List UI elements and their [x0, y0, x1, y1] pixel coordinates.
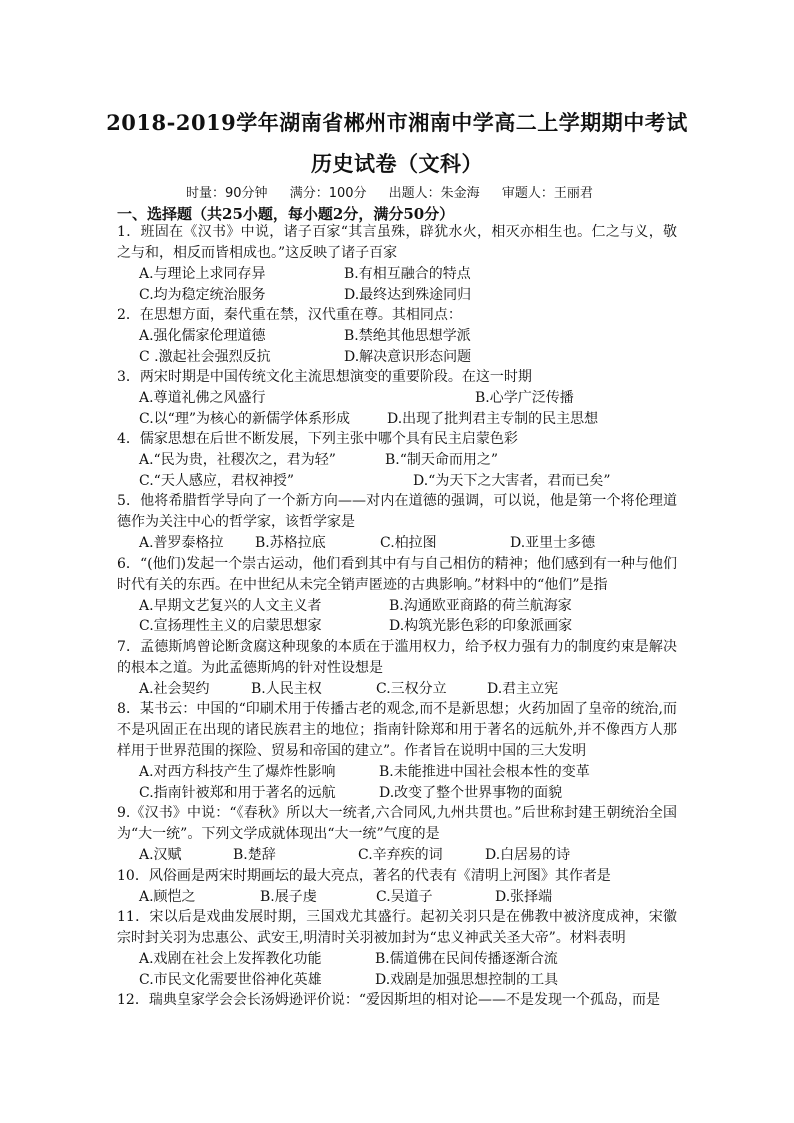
option-d: D.解决意识形态问题 — [344, 348, 472, 365]
question-text: 9.《汉书》中说：“《春秋》所以大一统者,六合同风,九州共贯也。”后世称封建王朝统治全国为“大一统”。下列文学成就体现出“大一统”气度的是 — [117, 805, 677, 842]
question-text: 3．两宋时期是中国传统文化主流思想演变的重要阶段。在这一时期 — [117, 369, 532, 385]
option-b: B.未能推进中国社会根本性的变革 — [379, 764, 590, 780]
option-row — [117, 949, 677, 970]
question-11 — [117, 907, 677, 990]
option-row — [117, 596, 677, 617]
option-d: D.戏剧是加强思想控制的工具 — [375, 971, 559, 988]
option-row — [117, 285, 677, 306]
option-b: B.沟通欧亚商路的荷兰航海家 — [389, 597, 572, 614]
option-a: A.普罗泰格拉 — [139, 535, 224, 551]
exam-meta — [186, 182, 611, 201]
option-a: A.与理论上求同存异 — [139, 266, 266, 282]
question-12 — [117, 990, 677, 1011]
option-c: C.辛弃疾的词 — [358, 847, 443, 863]
question-7 — [117, 637, 677, 700]
question-6 — [117, 554, 677, 637]
option-row — [117, 845, 677, 866]
option-row — [117, 970, 677, 991]
option-d: D.张择端 — [495, 888, 553, 905]
option-row — [117, 616, 677, 637]
option-d: D.改变了整个世界事物的面貌 — [379, 784, 563, 801]
option-b: B.苏格拉底 — [255, 535, 326, 551]
option-c: C.三权分立 — [376, 680, 447, 697]
option-b: B.有相互融合的特点 — [344, 266, 471, 282]
option-a: A.社会契约 — [139, 680, 210, 697]
option-c: C.均为稳定统治服务 — [139, 286, 266, 303]
option-row — [117, 783, 677, 804]
option-b: B.儒道佛在民间传播逐渐合流 — [375, 951, 558, 967]
option-row — [117, 264, 677, 285]
question-3 — [117, 367, 677, 429]
question-text: 7．孟德斯鸠曾论断贪腐这种现象的本质在于滥用权力，给予权力强有力的制度约束是解决的根本之道。为此孟德斯鸠的针对性设想是 — [117, 638, 677, 676]
question-text: 10．风俗画是两宋时期画坛的最大亮点，著名的代表有《清明上河图》其作者是 — [117, 867, 611, 884]
option-row — [117, 887, 677, 908]
question-text: 4．儒家思想在后世不断发展，下列主张中哪个具有民主启蒙色彩 — [117, 431, 518, 447]
option-b: B.心学广泛传播 — [475, 390, 574, 406]
option-c: C.以“理”为核心的新儒学体系形成 — [139, 410, 350, 427]
exam-author: 出题人：朱金海 — [388, 186, 480, 201]
exam-reviewer: 审题人：王丽君 — [501, 186, 593, 201]
option-b: B.“制天命而用之” — [385, 452, 499, 468]
option-row — [117, 388, 677, 409]
option-row — [117, 471, 677, 492]
question-text: 5．他将希腊哲学导向了一个新方向——对内在道德的强调，可以说，他是第一个将伦理道德作为关注中心的哲学家，该哲学家是 — [117, 493, 677, 530]
option-d: D.出现了批判君主专制的民主思想 — [387, 410, 599, 427]
option-c: C .激起社会强烈反抗 — [139, 348, 271, 365]
exam-title-line2: 历史试卷（文科） — [311, 151, 483, 176]
question-10 — [117, 866, 677, 908]
option-row — [117, 450, 677, 471]
section-heading: 一、选择题（共25小题，每小题2分，满分50分） — [117, 205, 455, 223]
question-8 — [117, 699, 677, 803]
option-row — [117, 347, 677, 368]
option-row — [117, 762, 677, 783]
option-a: A.“民为贵，社稷次之，君为轻” — [139, 452, 336, 468]
option-row — [117, 533, 677, 554]
question-9 — [117, 803, 677, 866]
option-c: C.宣扬理性主义的启蒙思想家 — [139, 618, 322, 634]
question-2 — [117, 305, 677, 367]
option-b: B.禁绝其他思想学派 — [344, 328, 471, 344]
option-d: D.最终达到殊途同归 — [344, 286, 472, 303]
option-row — [117, 679, 677, 700]
option-d: D.构筑光影色彩的印象派画家 — [389, 618, 573, 634]
option-b: B.人民主权 — [251, 680, 322, 697]
option-row — [117, 409, 677, 430]
question-text: 2．在思想方面，秦代重在禁，汉代重在尊。其相同点： — [117, 307, 462, 323]
question-text: 12．瑞典皇家学会会长汤姆逊评价说：“爱因斯坦的相对论——不是发现一个孤岛，而是 — [117, 992, 660, 1008]
question-4 — [117, 429, 677, 491]
exam-title-line1: 2018-2019学年湖南省郴州市湘南中学高二上学期期中考试 — [106, 110, 688, 135]
question-1 — [117, 222, 677, 305]
option-c: C.“天人感应，君权神授” — [139, 472, 294, 489]
option-d: D.“为天下之大害者，君而已矣” — [413, 472, 611, 489]
question-5 — [117, 491, 677, 554]
option-d: D.白居易的诗 — [485, 847, 571, 863]
exam-time: 时量：90分钟 — [186, 186, 268, 201]
option-a: A.尊道礼佛之风盛行 — [139, 390, 266, 406]
option-c: C.吴道子 — [376, 888, 433, 905]
option-row — [117, 326, 677, 347]
exam-score: 满分：100分 — [289, 186, 367, 201]
option-a: A.顾恺之 — [139, 888, 196, 905]
question-text: 1．班固在《汉书》中说，诸子百家“其言虽殊，辟犹水火，相灭亦相生也。仁之与义，敬之与和，相反而皆相成也。”这反映了诸子百家 — [117, 224, 677, 261]
option-a: A.对西方科技产生了爆炸性影响 — [139, 764, 336, 780]
option-d: D.亚里士多德 — [510, 535, 596, 551]
question-text: 11．宋以后是戏曲发展时期，三国戏尤其盛行。起初关羽只是在佛教中被济度成神，宋徽宗时封关羽为忠惠公、武安王,明清时关羽被加封为“忠义神武关圣大帝”。材料表明 — [117, 909, 677, 946]
option-a: A.强化儒家伦理道德 — [139, 328, 266, 344]
question-list — [117, 222, 677, 1011]
option-a: A.汉赋 — [139, 847, 182, 863]
option-d: D.君主立宪 — [487, 680, 559, 697]
option-b: B.展子虔 — [260, 888, 317, 905]
question-text: 8．某书云：中国的“印刷术用于传播古老的观念,而不是新思想；火药加固了皇帝的统治,而不是巩固正在出现的诸民族君主的地位；指南针除郑和用于著名的远航外,并不像西方人那样用于世界范围的探险、贸易和帝国的建立”。作者旨在说明中国的三大发明 — [117, 701, 677, 759]
option-c: C.市民文化需要世俗神化英雄 — [139, 971, 322, 988]
question-text: 6．“(他们)发起一个崇古运动，他们看到其中有与自己相仿的精神；他们感到有一种与他们时代有关的东西。在中世纪从未完全销声匿迹的古典影响。”材料中的“他们”是指 — [117, 555, 677, 593]
option-c: C.柏拉图 — [380, 535, 437, 551]
option-a: A.戏剧在社会上发挥教化功能 — [139, 951, 322, 967]
option-b: B.楚辞 — [233, 847, 276, 863]
option-a: A.早期文艺复兴的人文主义者 — [139, 597, 322, 614]
option-c: C.指南针被郑和用于著名的远航 — [139, 784, 336, 801]
